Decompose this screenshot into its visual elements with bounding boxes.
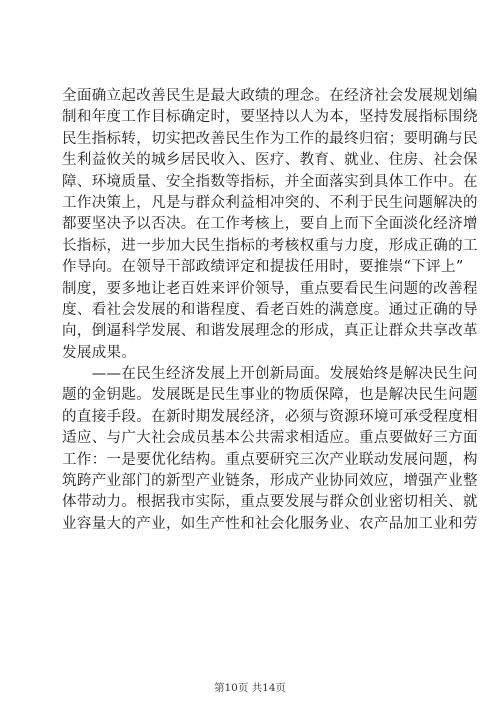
text-line: 适应、与广大社会成员基本公共需求相适应。重点要做好三方面 xyxy=(62,430,478,447)
text-line: 度、看社会发展的和谐程度、看老百姓的满意度。通过正确的导 xyxy=(62,301,478,318)
text-line: 长指标，进一步加大民生指标的考核权重与力度，形成正确的工 xyxy=(62,237,478,254)
page-footer: 第10页 共14页 xyxy=(213,682,287,694)
text-line: 障、环境质量、安全指数等指标，并全面落实到具体工作中。在 xyxy=(62,173,478,190)
text-line: 题的金钥匙。发展既是民生事业的物质保障，也是解决民生问题 xyxy=(62,387,478,404)
text-line: 业容量大的产业，如生产性和社会化服务业、农产品加工业和劳 xyxy=(62,515,478,532)
text-line: 生利益攸关的城乡居民收入、医疗、教育、就业、住房、社会保 xyxy=(62,152,478,169)
text-line: 全面确立起改善民生是最大政绩的理念。在经济社会发展规划编 xyxy=(62,88,478,104)
text-line: 民生指标转，切实把改善民生作为工作的最终归宿；要明确与民 xyxy=(62,130,478,147)
text-line: 作导向。在领导干部政绩评定和提拔任用时，要推崇“下评上” xyxy=(62,259,464,276)
body-text xyxy=(62,86,478,535)
text-line: ——在民生经济发展上开创新局面。发展始终是解决民生问 xyxy=(62,366,478,383)
text-line: 的直接手段。在新时期发展经济，必须与资源环境可承受程度相 xyxy=(62,408,478,425)
text-line: 发展成果。 xyxy=(62,344,137,361)
text-line: 制度，要多地让老百姓来评价领导，重点要看民生问题的改善程 xyxy=(62,280,478,297)
text-line: 工作决策上，凡是与群众利益相冲突的、不利于民生问题解决的 xyxy=(62,194,478,211)
text-line: 体带动力。根据我市实际，重点要发展与群众创业密切相关、就 xyxy=(62,494,478,511)
text-line: 筑跨产业部门的新型产业链条，形成产业协同效应，增强产业整 xyxy=(62,473,478,490)
text-line: 向，倒逼科学发展、和谐发展理念的形成，真正让群众共享改革 xyxy=(62,323,478,340)
text-line: 都要坚决予以否决。在工作考核上，要自上而下全面淡化经济增 xyxy=(62,216,478,233)
text-line: 制和年度工作目标确定时，要坚持以人为本，坚持发展指标围绕 xyxy=(62,109,478,126)
text-line: 工作：一是要优化结构。重点要研究三次产业联动发展问题，构 xyxy=(62,451,478,468)
